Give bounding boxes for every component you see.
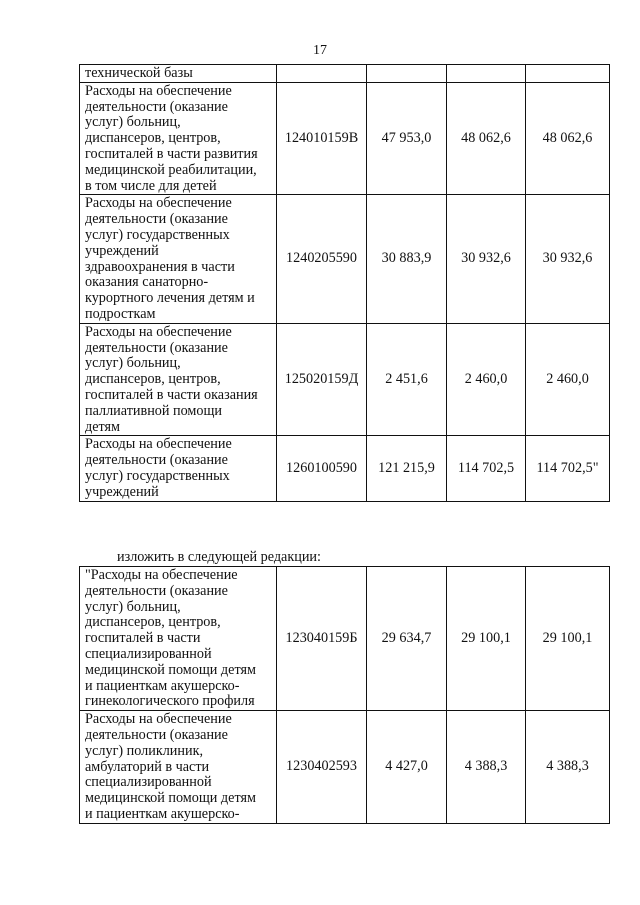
description-line: Расходы на обеспечение bbox=[85, 323, 232, 340]
description-line: деятельности (оказание bbox=[85, 98, 228, 115]
amount-year-1-cell: 47 953,0 bbox=[367, 82, 447, 195]
description-line: специализированной bbox=[85, 774, 212, 791]
amount-year-1-cell: 121 215,9 bbox=[367, 436, 447, 501]
budget-code-cell: 125020159Д bbox=[277, 323, 367, 436]
description-line: паллиативной помощи bbox=[85, 402, 223, 419]
description-line: "Расходы на обеспечение bbox=[85, 567, 238, 583]
description-line: диспансеров, центров, bbox=[85, 371, 221, 388]
amount-year-2-cell: 4 388,3 bbox=[447, 711, 526, 824]
description-line: Расходы на обеспечение bbox=[85, 82, 232, 99]
description-line: диспансеров, центров, bbox=[85, 614, 221, 631]
amount-year-2-cell: 30 932,6 bbox=[447, 195, 526, 323]
description-line: деятельности (оказание bbox=[85, 452, 228, 469]
amount-year-3-cell: 114 702,5" bbox=[526, 436, 610, 501]
description-line: детям bbox=[85, 418, 121, 435]
description-line: медицинской помощи детям bbox=[85, 661, 256, 678]
budget-code-cell: 1230402593 bbox=[277, 711, 367, 824]
amount-year-3-cell bbox=[526, 65, 610, 83]
description-line: услуг) поликлиник, bbox=[85, 742, 204, 759]
expense-description-cell bbox=[80, 82, 277, 195]
amount-year-1-cell bbox=[367, 65, 447, 83]
description-line: услуг) государственных bbox=[85, 226, 230, 243]
amount-year-1-cell: 30 883,9 bbox=[367, 195, 447, 323]
description-line: диспансеров, центров, bbox=[85, 130, 221, 147]
amount-year-3-cell: 30 932,6 bbox=[526, 195, 610, 323]
table-row bbox=[80, 711, 610, 824]
description-line: курортного лечения детям и bbox=[85, 290, 255, 307]
budget-table-new-edition bbox=[79, 566, 610, 824]
description-line: гинекологического профиля bbox=[85, 693, 255, 710]
budget-code-cell: 123040159Б bbox=[277, 567, 367, 711]
amount-year-2-cell: 114 702,5 bbox=[447, 436, 526, 501]
amount-year-2-cell: 29 100,1 bbox=[447, 567, 526, 711]
budget-table-continued bbox=[79, 64, 610, 502]
description-line: услуг) больниц, bbox=[85, 598, 181, 615]
description-line: услуг) больниц, bbox=[85, 355, 181, 372]
description-line: госпиталей в части оказания bbox=[85, 386, 258, 403]
table-row bbox=[80, 65, 610, 83]
budget-code-cell: 124010159В bbox=[277, 82, 367, 195]
budget-code-cell: 1240205590 bbox=[277, 195, 367, 323]
description-line: услуг) государственных bbox=[85, 467, 230, 484]
description-line: технической базы bbox=[85, 65, 193, 81]
expense-description-cell bbox=[80, 436, 277, 501]
budget-code-cell: 1260100590 bbox=[277, 436, 367, 501]
description-line: и пациенткам акушерско- bbox=[85, 805, 240, 822]
amount-year-3-cell: 48 062,6 bbox=[526, 82, 610, 195]
page-number: 17 bbox=[313, 43, 327, 58]
amount-year-3-cell: 4 388,3 bbox=[526, 711, 610, 824]
description-line: учреждений bbox=[85, 242, 159, 259]
description-line: специализированной bbox=[85, 645, 212, 662]
amount-year-3-cell: 29 100,1 bbox=[526, 567, 610, 711]
table-row bbox=[80, 567, 610, 711]
description-line: в том числе для детей bbox=[85, 177, 217, 194]
description-line: медицинской реабилитации, bbox=[85, 161, 257, 178]
description-line: деятельности (оказание bbox=[85, 726, 228, 743]
amount-year-3-cell: 2 460,0 bbox=[526, 323, 610, 436]
amount-year-2-cell: 2 460,0 bbox=[447, 323, 526, 436]
description-line: госпиталей в части bbox=[85, 630, 201, 647]
description-line: Расходы на обеспечение bbox=[85, 195, 232, 212]
amount-year-1-cell: 4 427,0 bbox=[367, 711, 447, 824]
description-line: медицинской помощи детям bbox=[85, 790, 256, 807]
amount-year-2-cell: 48 062,6 bbox=[447, 82, 526, 195]
amendment-instruction: изложить в следующей редакции: bbox=[117, 549, 321, 565]
description-line: оказания санаторно- bbox=[85, 274, 209, 291]
description-line: услуг) больниц, bbox=[85, 114, 181, 131]
description-line: учреждений bbox=[85, 483, 159, 500]
description-line: Расходы на обеспечение bbox=[85, 711, 232, 728]
table-row bbox=[80, 195, 610, 323]
description-line: и пациенткам акушерско- bbox=[85, 677, 240, 694]
description-line: деятельности (оказание bbox=[85, 211, 228, 228]
description-line: амбулаторий в части bbox=[85, 758, 210, 775]
expense-description-cell bbox=[80, 195, 277, 323]
expense-description-cell bbox=[80, 323, 277, 436]
amount-year-2-cell bbox=[447, 65, 526, 83]
amount-year-1-cell: 29 634,7 bbox=[367, 567, 447, 711]
description-line: подросткам bbox=[85, 305, 156, 322]
table-row bbox=[80, 82, 610, 195]
budget-code-cell bbox=[277, 65, 367, 83]
expense-description-cell bbox=[80, 711, 277, 824]
expense-description-cell bbox=[80, 65, 277, 83]
description-line: деятельности (оказание bbox=[85, 339, 228, 356]
description-line: Расходы на обеспечение bbox=[85, 436, 232, 453]
description-line: здравоохранения в части bbox=[85, 258, 235, 275]
table-row bbox=[80, 436, 610, 501]
description-line: деятельности (оказание bbox=[85, 582, 228, 599]
table-row bbox=[80, 323, 610, 436]
description-line: госпиталей в части развития bbox=[85, 145, 258, 162]
expense-description-cell bbox=[80, 567, 277, 711]
amount-year-1-cell: 2 451,6 bbox=[367, 323, 447, 436]
